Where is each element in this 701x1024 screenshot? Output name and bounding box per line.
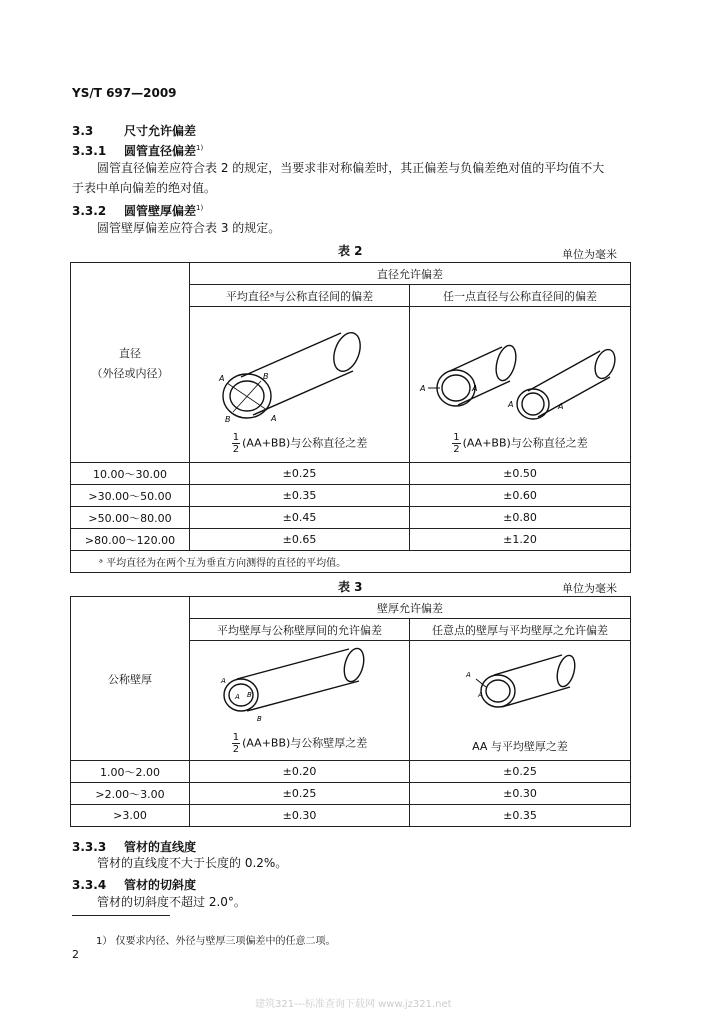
table2-main-header: 直径 （外径或内径） bbox=[71, 263, 190, 463]
table2-diagram2-cell bbox=[410, 307, 631, 463]
table2-formula2: $\frac{1}{2}$ (AA+BB)与公称直径之差 bbox=[453, 432, 588, 455]
section-3-3: 3.3 尺寸允许偏差 bbox=[72, 124, 197, 138]
table2-unit: 单位为毫米 bbox=[562, 248, 617, 261]
table3-formula1: $\frac{1}{2}$ (AA+BB)与公称壁厚之差 bbox=[232, 732, 368, 755]
section-3-3-1-text1: 圆管直径偏差应符合表 2 的规定，当要求非对称偏差时，其正偏差与负偏差绝对值的平均值不大 bbox=[97, 161, 605, 175]
label-A-mid: A bbox=[472, 384, 478, 393]
label-B-1: B bbox=[246, 691, 252, 699]
page-number: 2 bbox=[72, 948, 79, 961]
table2-row: >80.00～120.00 ±0.65 ±1.20 bbox=[71, 529, 631, 551]
footnote: 1） 仅要求内径、外径与壁厚三项偏差中的任意二项。 bbox=[96, 936, 336, 947]
label-B-2: B bbox=[256, 715, 262, 723]
tube-average-wall-diagram bbox=[191, 641, 409, 725]
tube-any-point-diameter-diagram bbox=[410, 307, 630, 427]
label-A-right: A bbox=[558, 402, 564, 411]
table3-row: >2.00～3.00 ±0.25 ±0.30 bbox=[71, 783, 631, 805]
table3-row: 1.00～2.00 ±0.20 ±0.25 bbox=[71, 761, 631, 783]
table2-col1-header: 平均直径ᵃ与公称直径间的偏差 bbox=[190, 285, 410, 307]
table-3 bbox=[70, 596, 631, 827]
label-A-2: A bbox=[234, 693, 240, 701]
label-A-left: A bbox=[420, 384, 426, 393]
table3-formula2: AA 与平均壁厚之差 bbox=[472, 740, 568, 753]
table2-row: >30.00～50.00 ±0.35 ±0.60 bbox=[71, 485, 631, 507]
label-A-1: A bbox=[220, 677, 226, 685]
table3-unit: 单位为毫米 bbox=[562, 582, 617, 595]
table2-row: 10.00～30.00 ±0.25 ±0.50 bbox=[71, 463, 631, 485]
table3-row: >3.00 ±0.30 ±0.35 bbox=[71, 805, 631, 827]
footnote-divider bbox=[72, 915, 170, 916]
table-2 bbox=[70, 262, 631, 573]
table2-group-header: 直径允许偏差 bbox=[190, 263, 631, 285]
table3-col2-header: 任意点的壁厚与平均壁厚之允许偏差 bbox=[410, 619, 631, 641]
table3-group-header: 壁厚允许偏差 bbox=[190, 597, 631, 619]
section-3-3-2-text: 圆管壁厚偏差应符合表 3 的规定。 bbox=[97, 221, 281, 235]
section-3-3-3-text: 管材的直线度不大于长度的 0.2%。 bbox=[97, 856, 288, 870]
section-3-3-4-text: 管材的切斜度不超过 2.0°。 bbox=[97, 895, 246, 909]
watermark: 建筑321---标准查询下载网 www.jz321.net bbox=[255, 999, 452, 1010]
table3-main-header: 公称壁厚 bbox=[71, 597, 190, 761]
table3-col1-header: 平均壁厚与公称壁厚间的允许偏差 bbox=[190, 619, 410, 641]
label-B-bottom: B bbox=[224, 415, 230, 424]
label-A-3: A bbox=[466, 671, 471, 679]
label-A-bottom: A bbox=[270, 414, 276, 423]
standard-code: YS/T 697—2009 bbox=[72, 86, 177, 100]
tube-any-point-wall-diagram bbox=[410, 641, 630, 725]
table2-caption: 表 2 bbox=[338, 244, 363, 258]
table3-diagram1-cell bbox=[190, 641, 410, 761]
table2-row: >50.00～80.00 ±0.45 ±0.80 bbox=[71, 507, 631, 529]
section-3-3-4: 3.3.4 管材的切斜度 bbox=[72, 878, 197, 892]
section-3-3-1: 3.3.1 圆管直径偏差$^{1)}$ bbox=[72, 144, 204, 158]
tube-average-diameter-diagram bbox=[191, 307, 409, 427]
table2-formula1: $\frac{1}{2}$ (AA+BB)与公称直径之差 bbox=[232, 432, 368, 455]
label-A-small: A bbox=[508, 400, 514, 409]
label-A-top: A bbox=[218, 374, 224, 383]
table3-caption: 表 3 bbox=[338, 580, 363, 594]
table3-diagram2-cell bbox=[410, 641, 631, 761]
table2-diagram1-cell bbox=[190, 307, 410, 463]
section-3-3-2: 3.3.2 圆管壁厚偏差$^{1)}$ bbox=[72, 204, 204, 218]
section-3-3-1-text2: 于表中单向偏差的绝对值。 bbox=[72, 181, 217, 195]
label-B-top: B bbox=[262, 372, 268, 381]
section-3-3-3: 3.3.3 管材的直线度 bbox=[72, 840, 197, 854]
table2-note: ᵃ 平均直径为在两个互为垂直方向测得的直径的平均值。 bbox=[71, 551, 631, 573]
table2-col2-header: 任一点直径与公称直径间的偏差 bbox=[410, 285, 631, 307]
label-A-4: A bbox=[478, 691, 483, 699]
